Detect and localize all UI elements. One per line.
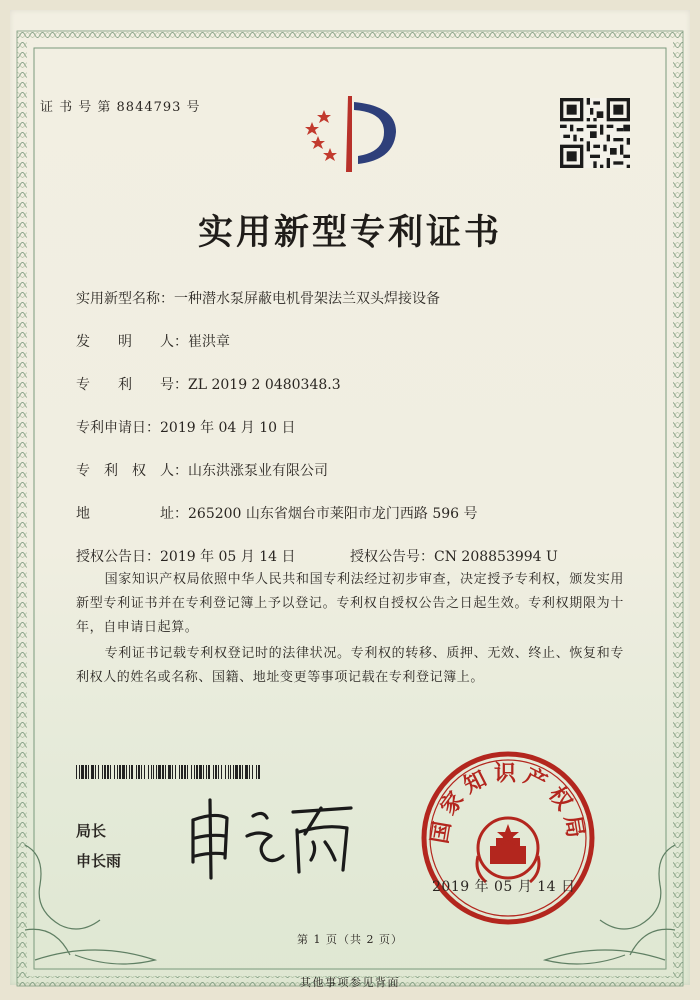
utility-model-name-label: 实用新型名称：	[76, 291, 174, 307]
patentee-label: 专 利 权 人：	[76, 463, 188, 479]
grant-number-label: 授权公告号：	[350, 549, 434, 565]
page-number: 第 1 页（共 2 页）	[297, 933, 403, 946]
address-row	[76, 505, 478, 523]
inventor-value: 崔洪章	[188, 334, 230, 350]
patent-number-value: ZL 2019 2 0480348.3	[188, 377, 341, 393]
patentee-row	[76, 462, 328, 480]
barcode-icon	[76, 765, 261, 779]
filing-date-row	[76, 419, 296, 437]
director-signature-icon	[175, 790, 365, 880]
certificate-title: 实用新型专利证书	[197, 213, 502, 253]
utility-model-name-row	[76, 290, 440, 308]
back-page-note: 其他事项参见背面	[300, 976, 400, 989]
address-value: 265200 山东省烟台市莱阳市龙门西路 596 号	[188, 506, 478, 522]
official-seal-icon	[418, 748, 598, 928]
director-title: 局长	[76, 822, 107, 840]
inventor-label: 发 明 人：	[76, 334, 188, 350]
seal-text: 国家知识产权局	[427, 761, 589, 846]
filing-date-label: 专利申请日：	[76, 420, 160, 436]
patent-number-label: 专 利 号：	[76, 377, 188, 393]
inventor-row	[76, 333, 230, 351]
grant-number-value: CN 208853994 U	[434, 549, 558, 565]
patentee-value: 山东洪涨泵业有限公司	[188, 463, 328, 479]
certificate-number: 证 书 号 第 8844793 号	[40, 100, 201, 115]
grant-statement-paragraph: 国家知识产权局依照中华人民共和国专利法经过初步审查，决定授予专利权，颁发实用新型专利证书并在专利登记簿上予以登记。专利权自授权公告之日起生效。专利权期限为十年，自申请日起算。	[76, 572, 624, 635]
legal-status-paragraph: 专利证书记载专利权登记时的法律状况。专利权的转移、质押、无效、终止、恢复和专利权人的姓名或名称、国籍、地址变更等事项记载在专利登记簿上。	[76, 646, 624, 685]
filing-date-value: 2019 年 04 月 10 日	[160, 420, 296, 436]
grant-date-label: 授权公告日：	[76, 549, 160, 565]
address-label: 地 址：	[76, 506, 188, 522]
grant-number-row	[350, 548, 558, 566]
patent-number-row	[76, 376, 341, 394]
utility-model-name-value: 一种潜水泵屏蔽电机骨架法兰双头焊接设备	[174, 291, 440, 307]
grant-date-value: 2019 年 05 月 14 日	[160, 549, 296, 565]
patent-office-logo-icon	[296, 92, 406, 174]
qr-code-icon	[560, 98, 630, 168]
grant-date-row	[76, 548, 296, 566]
director-name: 申长雨	[76, 852, 122, 870]
seal-date: 2019 年 05 月 14 日	[432, 879, 576, 895]
